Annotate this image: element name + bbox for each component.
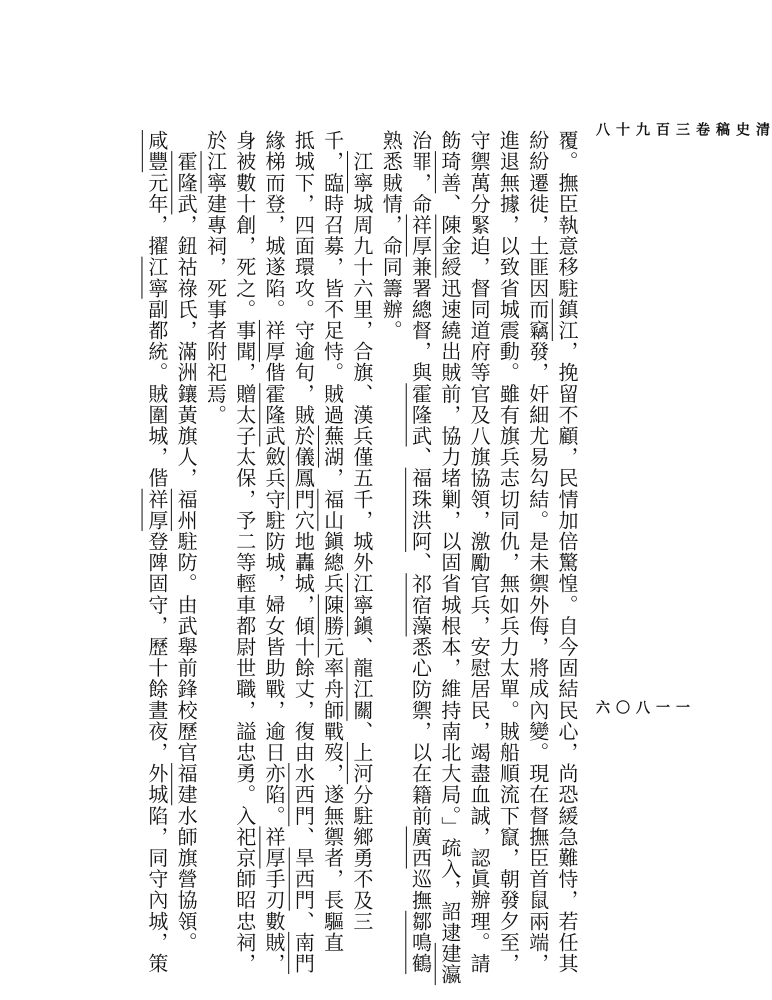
text-column [405, 130, 434, 975]
proper-name-underlined: 福珠洪阿 [408, 467, 433, 553]
text-run: 身被數十創，死之。事聞，贈太子太保，予二等輕車都尉世職，謚忠勇。入祀京師昭忠祠， [232, 130, 257, 974]
text-run [174, 130, 198, 151]
proper-name-underlined: 鄒鳴鶴 [408, 910, 433, 975]
text-run: 迅速繞出賊前，協力堵剿，以固省城根本，維持南北大局。」疏入，詔逮 [437, 277, 462, 943]
text-run: 副都統。賊圍城，偕 [144, 298, 169, 489]
proper-name-underlined: 儀鳳門 [291, 446, 316, 510]
text-run: 登陴固守，歷十餘晝夜，外城陷，同守內城，策 [144, 530, 169, 975]
text-run: 穴地轟城，傾十餘丈，復由 [291, 509, 316, 764]
text-run: 緣梯而登，城遂陷。 [262, 130, 287, 320]
proper-name-underlined: 建瀛 [437, 942, 462, 986]
text-run: 巡撫 [408, 868, 433, 911]
proper-name-underlined: 霍隆武 [408, 383, 433, 447]
text-run: 分駐鄉勇不及三 [349, 784, 374, 932]
text-column [259, 130, 288, 975]
text-column [493, 130, 522, 974]
text-body [76, 130, 581, 986]
proper-name-underlined: 祥厚 [144, 488, 169, 531]
proper-name-underlined: 陳金綬 [437, 214, 462, 278]
text-run: 於 [203, 130, 228, 152]
text-run: 、 [291, 910, 316, 932]
proper-name-underlined: 祥厚 [262, 319, 287, 363]
text-column [435, 130, 464, 986]
text-run: 熟悉賊情，命同籌辦。 [379, 130, 404, 341]
text-run: 手刃數賊， [262, 868, 287, 975]
text-column [142, 130, 171, 975]
proper-name-underlined: 江寧鎭 [349, 573, 374, 637]
text-column [464, 130, 493, 974]
text-column [317, 130, 346, 953]
proper-name-underlined: 福山 [320, 488, 345, 531]
text-run: 守禦萬分緊迫，督同道府等官及八旗協領，激勵官兵，安慰居民，竭盡血誠，認眞辦理。請 [467, 130, 492, 974]
text-run: ， [320, 467, 345, 489]
text-run: 率舟師戰歿，遂無禦者，長驅直 [320, 657, 345, 953]
proper-name-underlined: 龍江關 [349, 657, 374, 721]
text-column [552, 130, 581, 975]
text-run: 千，臨時召募，皆不足恃。賊過 [320, 130, 345, 426]
proper-name-underlined: 霍隆武 [174, 151, 199, 215]
text-run: 、 [349, 720, 374, 742]
text-run: 建專祠，死事者附祀焉。 [203, 193, 228, 426]
text-column [288, 130, 317, 975]
proper-name-underlined: 琦善 [437, 151, 462, 194]
text-run: 、 [437, 193, 462, 215]
text-run: 紛紛遷徙，土匪因而竊發，奸細尤易勾結。是未禦外侮，將成內變。現在督撫臣首鼠兩端， [525, 130, 550, 974]
proper-name-underlined: 廣西 [408, 826, 433, 869]
proper-name-underlined: 霍隆武 [262, 383, 287, 447]
text-run: 城周九十六里，合旗、漢兵僅五千，城外 [349, 193, 374, 574]
proper-name-underlined: 福建 [174, 763, 199, 806]
text-run: 兼署總督，與 [408, 256, 433, 384]
proper-name-underlined: 南門 [291, 931, 316, 975]
text-run: 、 [291, 826, 316, 848]
proper-name-underlined: 祥厚 [408, 214, 433, 257]
text-run: 、 [349, 636, 374, 658]
text-run: 進退無據，以致省城震動。雖有旗兵志切同仇，無如兵力太單。賊船順流下竄，朝發夕至， [496, 130, 521, 974]
text-column [376, 130, 405, 950]
proper-name-underlined: 蕪湖 [320, 425, 345, 468]
book-title: 清史稿卷三百九十八 [594, 122, 770, 139]
text-run: 飭 [437, 130, 462, 152]
text-run: 悉心防禦，以在籍前 [408, 636, 433, 827]
text-column [171, 130, 200, 953]
text-column [229, 130, 258, 974]
proper-name-underlined: 水西門 [291, 763, 316, 827]
text-column [347, 130, 376, 950]
text-run: 抵城下，四面環攻。守逾旬，賊於 [291, 130, 316, 447]
text-run: 覆。撫臣執意移駐 [555, 130, 579, 299]
proper-name-underlined: 咸豐 [144, 130, 169, 173]
text-run: ，挽留不顧，民情加倍驚惶。自今固結民心，尚恐緩急難恃，若任其 [555, 341, 579, 975]
text-run [350, 130, 374, 151]
proper-name-underlined: 江寧 [144, 256, 169, 299]
text-run: 治罪，命 [408, 130, 433, 215]
proper-name-underlined: 福州 [174, 488, 199, 531]
proper-name-underlined: 江寧 [203, 151, 228, 194]
text-column [200, 130, 229, 950]
text-run: 水師旗營協領。 [174, 805, 199, 953]
text-run: 斂兵守駐防城，婦女皆助戰，逾日亦陷。 [262, 446, 287, 827]
text-run: 元年，擢 [144, 172, 169, 257]
text-run: 駐防。由武舉前鋒校歷官 [174, 530, 199, 764]
proper-name-underlined: 祥厚 [262, 826, 287, 869]
text-run: 鎭總兵 [320, 530, 345, 595]
proper-name-underlined: 上河 [349, 741, 374, 785]
text-run: 、 [408, 552, 433, 574]
proper-name-underlined: 陳勝元 [320, 594, 345, 658]
proper-name-underlined: 旱西門 [291, 847, 316, 911]
proper-name-underlined: 江寧 [349, 151, 374, 194]
proper-name-underlined: 鎮江 [555, 298, 579, 342]
text-run: ，鈕祜祿氏，滿洲鑲黃旗人， [174, 214, 199, 489]
proper-name-underlined: 祁宿藻 [408, 573, 433, 637]
text-column [522, 130, 551, 974]
page-number: 一一八〇六 [594, 700, 690, 716]
text-run: 、 [408, 446, 433, 468]
text-run: 偕 [262, 362, 287, 384]
